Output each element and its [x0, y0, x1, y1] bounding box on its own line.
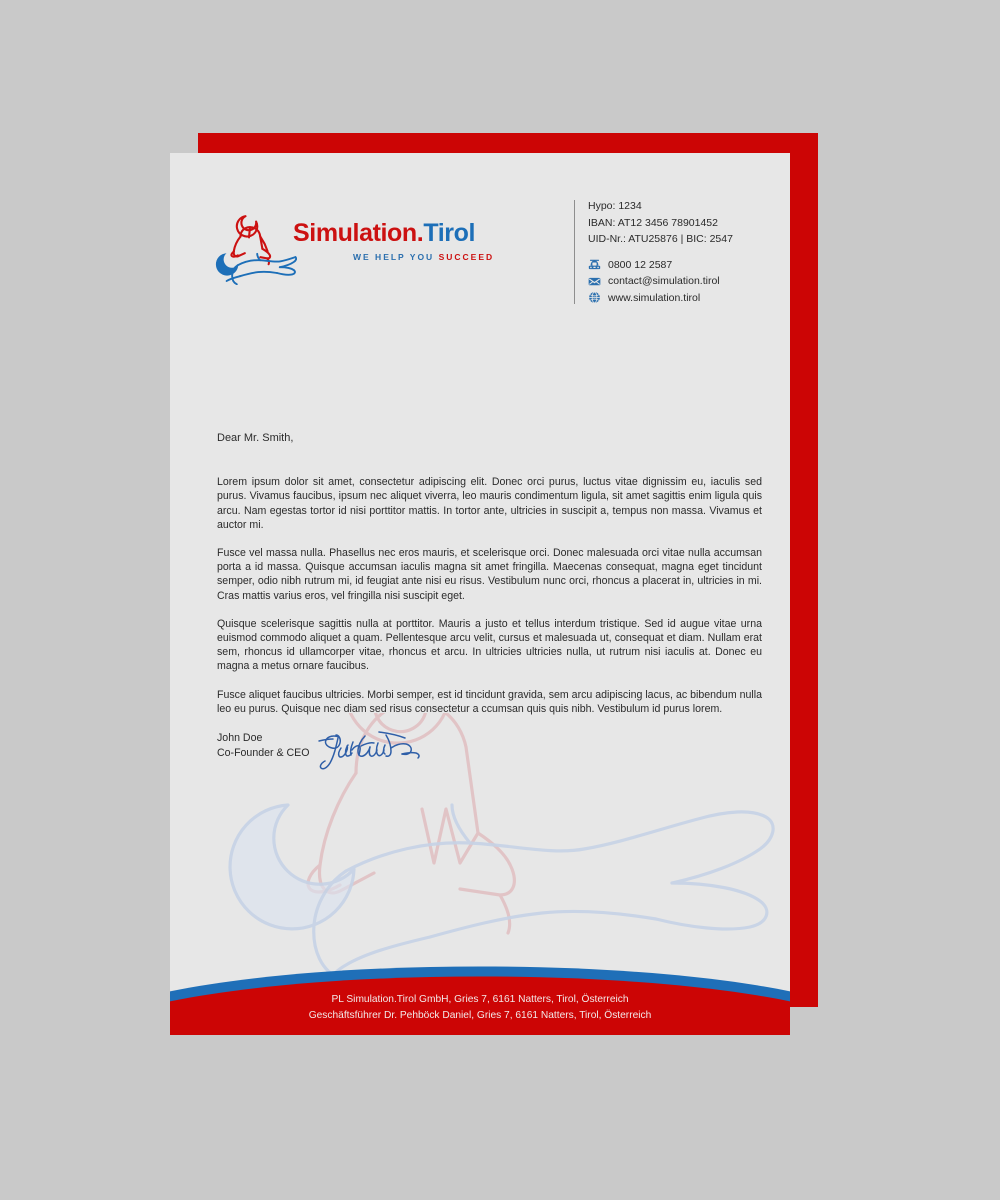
signer-role: Co-Founder & CEO — [217, 746, 310, 759]
letter-paragraph-4: Fusce aliquet faucibus ultricies. Morbi semper, est id tincidunt gravida, sem arcu adipiscing lacus, ac bibendum nulla leo eu purus. Quisque nec diam sed risus consectetur a ccumsan quis quis nibh. Vestibulum id purus lorem. — [217, 688, 762, 715]
page-footer — [170, 925, 790, 1035]
globe-icon — [588, 291, 601, 304]
contact-block — [588, 198, 773, 306]
salutation: Dear Mr. Smith, — [217, 432, 294, 444]
footer-line-company: PL Simulation.Tirol GmbH, Gries 7, 6161 Natters, Tirol, Österreich — [331, 994, 629, 1005]
footer-text — [170, 992, 790, 1024]
bank-details — [588, 198, 773, 248]
contact-row-website[interactable] — [588, 290, 773, 307]
contact-rows — [588, 257, 773, 307]
bank-line-hypo: Hypo: 1234 — [588, 200, 642, 212]
letter-paragraph-1: Lorem ipsum dolor sit amet, consectetur adipiscing elit. Donec orci purus, luctus vitae dignissim eu, iaculis sed purus. Vivamus faucibus, ipsum nec aliquet viverra, leo mauris condimentum ligula, sit amet sagittis enim ligula quis arcu. Nam egestas tortor id nisi porttitor mattis. In tortor ante, ultricies in suscipit a, tempus non massa. Vivamus et auctor mi. — [217, 476, 762, 531]
bank-line-uid-bic: UID-Nr.: ATU25876 | BIC: 2547 — [588, 233, 733, 245]
bank-line-iban: IBAN: AT12 3456 78901452 — [588, 216, 718, 229]
contact-row-phone[interactable] — [588, 257, 773, 274]
signature-block — [217, 731, 517, 760]
brand-name-part2: Tirol — [423, 219, 476, 247]
brand-wordmark — [293, 221, 475, 246]
phone-value: 0800 12 2587 — [608, 258, 673, 271]
tagline-part2: SUCCEED — [438, 252, 495, 262]
envelope-icon — [588, 275, 601, 288]
telephone-icon — [588, 258, 601, 271]
brand-logo — [215, 209, 495, 289]
footer-line-management: Geschäftsführer Dr. Pehböck Daniel, Gries 7, 6161 Natters, Tirol, Österreich — [308, 1010, 652, 1021]
signer-name: John Doe — [217, 732, 263, 744]
brand-name-part1: Simulation. — [293, 219, 424, 247]
email-value: contact@simulation.tirol — [608, 275, 720, 287]
tagline-part1: WE HELP YOU — [353, 252, 439, 262]
letter-page — [170, 153, 790, 1035]
cpr-resuscitation-icon — [215, 213, 297, 285]
website-value: www.simulation.tirol — [608, 291, 701, 304]
letter-paragraph-2: Fusce vel massa nulla. Phasellus nec eros mauris, et scelerisque orci. Donec malesuada orci vitae nulla accumsan porta a id massa. Quisque accumsan iaculis magna sit amet fringilla. Maecenas consequat, magna eget tincidunt semper, odio nibh rutrum mi, id feugiat ante nisi eu risus. Vestibulum nunc orci, rhoncus a placerat in, ultricies in mi. Cras mattis varius eros, vel fringilla nisi suscipit eget. — [217, 547, 762, 602]
letter-paragraph-3: Quisque scelerisque sagittis nulla at porttitor. Mauris a justo et tellus interdum tristique. Sed id augue vitae urna euismod commodo aliquet a quam. Pellentesque arcu velit, cursus et malesuada ut, consequat et diam. Nullam erat sem, rhoncus id ullamcorper vitae, rhoncus et arcu. In ultricies ultricies nulla, ut rutrum nisi iaculis at. Donec eu magna a metus ornare faucibus. — [217, 617, 762, 673]
letter-body — [217, 431, 762, 716]
contact-row-email[interactable] — [588, 273, 773, 290]
brand-tagline — [353, 253, 494, 262]
handwritten-signature — [317, 729, 422, 774]
contact-divider — [574, 200, 575, 304]
